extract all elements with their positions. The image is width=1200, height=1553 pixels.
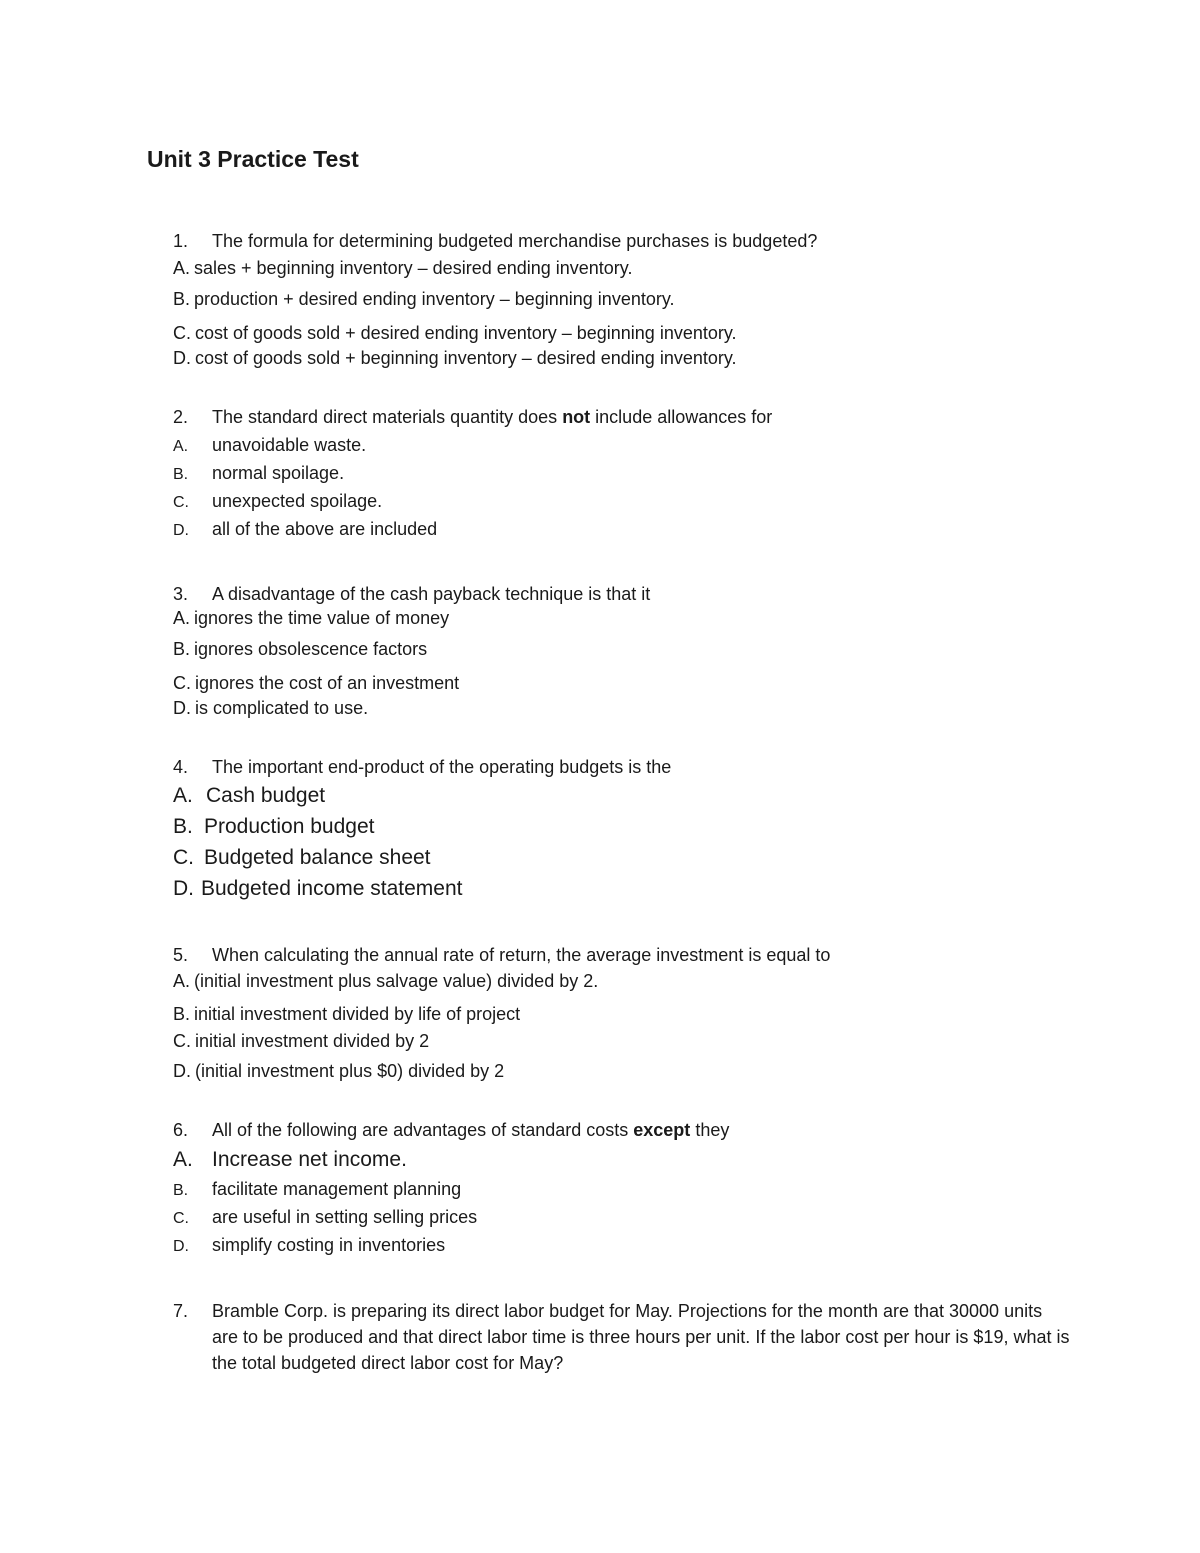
option-text: unavoidable waste. bbox=[212, 435, 367, 455]
question-text-part: include allowances for bbox=[590, 407, 773, 427]
option-text: Budgeted income statement bbox=[201, 877, 463, 900]
question-number: 2. bbox=[173, 407, 189, 427]
question-5-option-a bbox=[173, 970, 598, 992]
question-number: 6. bbox=[173, 1120, 189, 1140]
question-text: Bramble Corp. is preparing its direct labor budget for May. Projections for the month are that 30000 units are to be produced and that direct labor time is three hours per unit. If the labor cost per hour is $19, what is the total budgeted direct labor cost for May? bbox=[212, 1301, 1070, 1373]
option-text: cost of goods sold + desired ending inventory – beginning inventory. bbox=[195, 323, 737, 343]
option-text: (initial investment plus $0) divided by 2 bbox=[195, 1061, 505, 1081]
question-2-option-a bbox=[173, 434, 366, 458]
option-text: initial investment divided by life of project bbox=[194, 1004, 521, 1024]
question-4-option-c bbox=[173, 845, 431, 871]
option-letter: C. bbox=[173, 1210, 189, 1227]
option-text: ignores the time value of money bbox=[194, 608, 450, 628]
option-letter: D. bbox=[173, 348, 191, 368]
question-5-option-b bbox=[173, 1003, 520, 1025]
question-text-part: All of the following are advantages of standard costs bbox=[212, 1120, 634, 1140]
question-number: 4. bbox=[173, 757, 189, 777]
option-text: all of the above are included bbox=[212, 519, 438, 539]
option-text: is complicated to use. bbox=[195, 698, 369, 718]
option-text: are useful in setting selling prices bbox=[212, 1207, 478, 1227]
option-letter: A. bbox=[173, 1148, 193, 1171]
question-5-option-d bbox=[173, 1060, 504, 1082]
question-text-emphasis: except bbox=[633, 1120, 691, 1140]
question-1-option-d bbox=[173, 347, 737, 369]
question-number: 3. bbox=[173, 584, 189, 604]
option-letter: A. bbox=[173, 971, 191, 991]
question-text: When calculating the annual rate of return, the average investment is equal to bbox=[212, 945, 831, 965]
option-text: simplify costing in inventories bbox=[212, 1235, 446, 1255]
question-number: 5. bbox=[173, 945, 189, 965]
option-letter: A. bbox=[173, 438, 189, 455]
question-4-stem bbox=[173, 756, 671, 778]
option-letter: C. bbox=[173, 494, 189, 511]
page-title: Unit 3 Practice Test bbox=[147, 146, 359, 172]
question-7 bbox=[173, 1298, 1073, 1376]
question-6-option-d bbox=[173, 1234, 445, 1258]
option-text: Budgeted balance sheet bbox=[204, 846, 431, 869]
option-letter: A. bbox=[173, 784, 193, 807]
question-2-option-d bbox=[173, 518, 437, 542]
option-letter: D. bbox=[173, 698, 191, 718]
option-text: production + desired ending inventory – beginning inventory. bbox=[194, 289, 675, 309]
option-letter: D. bbox=[173, 1061, 191, 1081]
option-text: facilitate management planning bbox=[212, 1179, 462, 1199]
option-text: normal spoilage. bbox=[212, 463, 345, 483]
option-text: Cash budget bbox=[206, 784, 326, 807]
question-number: 1. bbox=[173, 231, 189, 251]
question-1-stem bbox=[173, 230, 817, 252]
option-letter: D. bbox=[173, 522, 189, 539]
question-3-option-c bbox=[173, 672, 459, 694]
option-letter: B. bbox=[173, 1004, 191, 1024]
option-letter: C. bbox=[173, 1031, 191, 1051]
question-3-option-d bbox=[173, 697, 368, 719]
question-4-option-d bbox=[173, 876, 463, 902]
question-number: 7. bbox=[173, 1301, 189, 1321]
question-text-part: they bbox=[690, 1120, 730, 1140]
option-letter: D. bbox=[173, 877, 194, 900]
option-text: Increase net income. bbox=[212, 1148, 407, 1171]
option-letter: B. bbox=[173, 466, 189, 483]
option-letter: B. bbox=[173, 1182, 189, 1199]
option-letter: B. bbox=[173, 289, 191, 309]
option-text: ignores obsolescence factors bbox=[194, 639, 428, 659]
question-text: A disadvantage of the cash payback technique is that it bbox=[212, 584, 651, 604]
option-text: initial investment divided by 2 bbox=[195, 1031, 430, 1051]
option-letter: A. bbox=[173, 258, 191, 278]
question-6-option-b bbox=[173, 1178, 461, 1202]
question-5-stem bbox=[173, 944, 830, 966]
option-letter: C. bbox=[173, 846, 194, 869]
question-text-emphasis: not bbox=[562, 407, 591, 427]
question-3-option-a bbox=[173, 607, 449, 629]
question-text: The formula for determining budgeted merchandise purchases is budgeted? bbox=[212, 231, 818, 251]
option-letter: B. bbox=[173, 639, 191, 659]
question-6-stem bbox=[173, 1119, 729, 1141]
question-4-option-b bbox=[173, 814, 374, 840]
question-text-part: The standard direct materials quantity does bbox=[212, 407, 563, 427]
option-text: Production budget bbox=[204, 815, 375, 838]
question-4-option-a bbox=[173, 783, 325, 809]
question-6-option-c bbox=[173, 1206, 477, 1230]
question-text: The important end-product of the operating budgets is the bbox=[212, 757, 672, 777]
question-1-option-c bbox=[173, 322, 737, 344]
option-text: (initial investment plus salvage value) divided by 2. bbox=[194, 971, 599, 991]
option-letter: C. bbox=[173, 673, 191, 693]
question-2-stem bbox=[173, 406, 772, 428]
question-1-option-a bbox=[173, 257, 632, 279]
option-letter: A. bbox=[173, 608, 191, 628]
question-2-option-c bbox=[173, 490, 382, 514]
option-text: sales + beginning inventory – desired ending inventory. bbox=[194, 258, 633, 278]
option-text: ignores the cost of an investment bbox=[195, 673, 460, 693]
option-text: unexpected spoilage. bbox=[212, 491, 383, 511]
question-2-option-b bbox=[173, 462, 344, 486]
option-letter: C. bbox=[173, 323, 191, 343]
option-text: cost of goods sold + beginning inventory – desired ending inventory. bbox=[195, 348, 737, 368]
question-5-option-c bbox=[173, 1030, 429, 1052]
option-letter: B. bbox=[173, 815, 193, 838]
question-3-option-b bbox=[173, 638, 427, 660]
question-3-stem bbox=[173, 583, 650, 605]
question-1-option-b bbox=[173, 288, 675, 310]
question-6-option-a bbox=[173, 1147, 407, 1173]
option-letter: D. bbox=[173, 1238, 189, 1255]
